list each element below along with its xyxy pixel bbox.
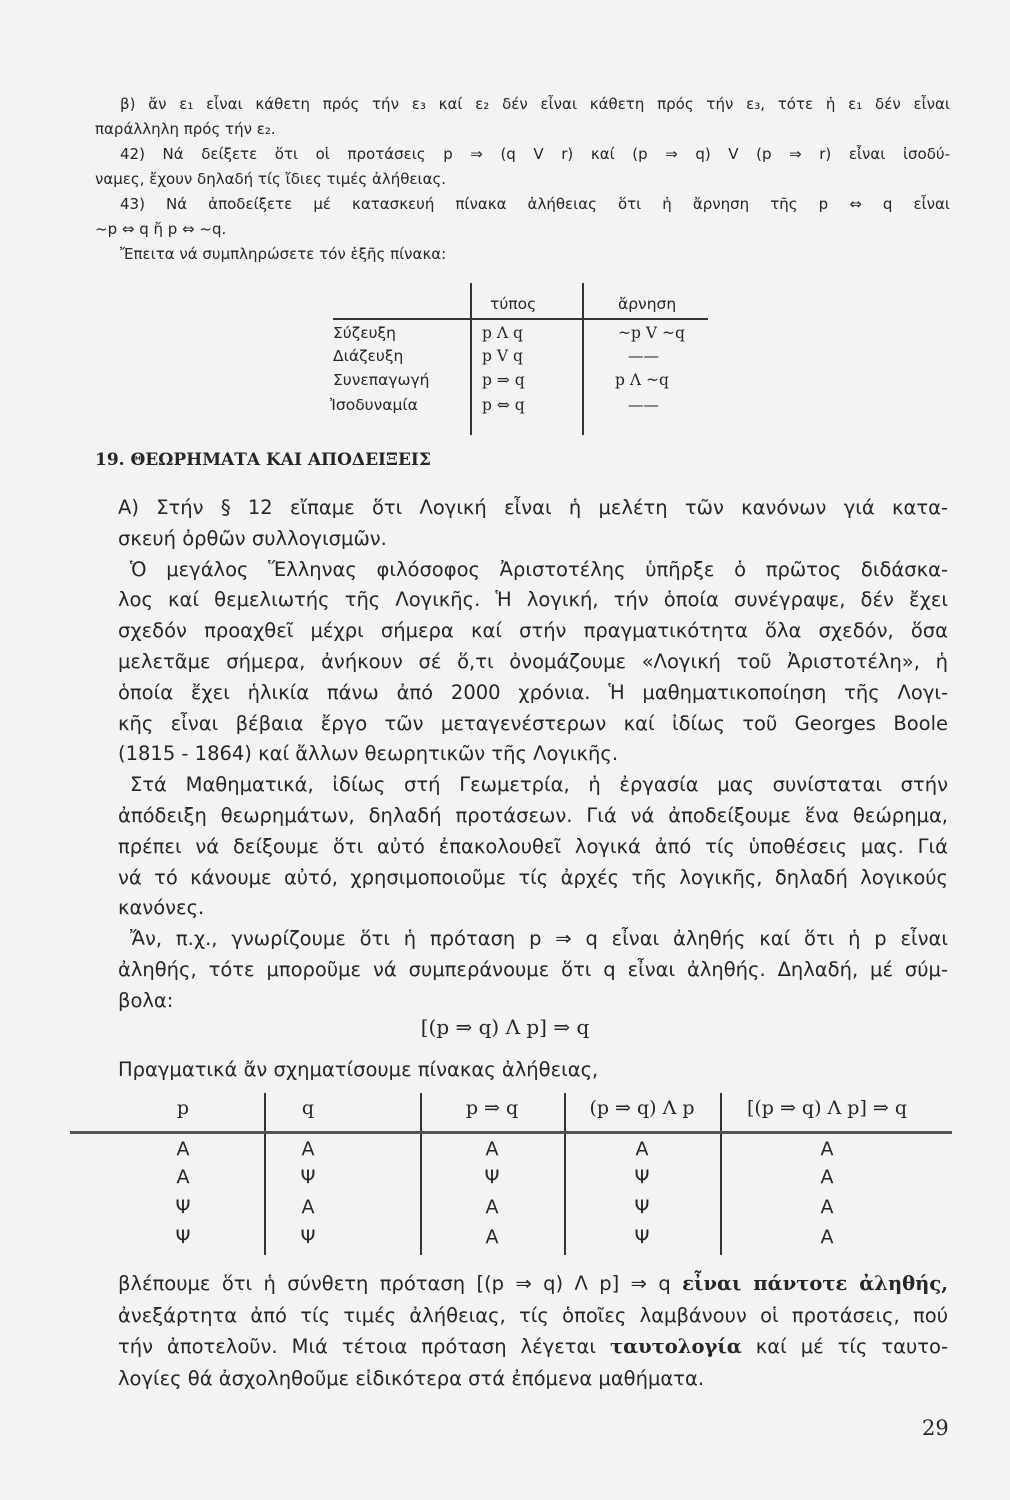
exercise-43: 43) Νά ἀποδείξετε μέ κατασκευή πίνακα ἀλήθειας ὅτι ἡ ἄρνηση τῆς p ⇔ q εἶναι — [120, 195, 950, 213]
truth-table-cell: Ψ — [175, 1226, 191, 1248]
row-negation: ~p V ~q — [618, 324, 685, 342]
truth-table-cell: Ψ — [175, 1196, 191, 1218]
row-formula: p ⇔ q — [482, 396, 525, 414]
row-negation: p Λ ~q — [615, 371, 669, 389]
row-name: Ἰσοδυναμία — [330, 396, 418, 414]
table-rule — [333, 318, 708, 320]
truth-table-cell: Α — [820, 1196, 834, 1218]
exercise-line: ναμες, ἔχουν δηλαδή τίς ἴδιες τιμές ἀλήθειας. — [95, 170, 447, 188]
truth-table-cell: Ψ — [484, 1166, 500, 1188]
exercise-42: 42) Νά δείξετε ὅτι οἱ προτάσεις p ⇒ (q V r) καί (p ⇒ q) V (p ⇒ r) εἶναι ἰσοδύ- — [120, 145, 950, 163]
row-formula: p V q — [482, 347, 523, 365]
truth-table-cell: Α — [485, 1226, 499, 1248]
table-divider — [720, 1093, 722, 1255]
exercise-line: β) ἄν ε₁ εἶναι κάθετη πρός τήν ε₃ καί ε₂ δέν εἶναι κάθετη πρός τήν ε₃, τότε ἡ ε₁ δέν εἶναι — [120, 95, 950, 113]
table-divider — [564, 1093, 566, 1255]
table-divider — [420, 1093, 422, 1255]
truth-table-header: q — [301, 1097, 315, 1119]
body-line: Ἄν, π.χ., γνωρίζουμε ὅτι ἡ πρόταση p ⇒ q εἶναι ἀληθής καί ὅτι ἡ p εἶναι — [130, 927, 948, 951]
body-line: σκευή ὀρθῶν συλλογισμῶν. — [118, 526, 387, 550]
truth-table-cell: Ψ — [300, 1166, 316, 1188]
section-heading: 19. ΘΕΩΡΗΜΑΤΑ ΚΑΙ ΑΠΟΔΕΙΞΕΙΣ — [95, 450, 431, 470]
body-line: λος καί θεμελιωτής τῆς Λογικῆς. Ἡ λογική, τήν ὁποία συνέγραψε, δέν ἔχει — [118, 588, 948, 612]
body-line: ὁποία ἔχει ἡλικία πάνω ἀπό 2000 χρόνια. Ἡ μαθηματικοποίηση τῆς Λογι- — [118, 680, 948, 704]
body-line: (1815 - 1864) καί ἄλλων θεωρητικῶν τῆς Λογικῆς. — [118, 742, 619, 766]
row-negation: —— — [628, 347, 659, 365]
conclusion-line: ἀνεξάρτητα ἀπό τίς τιμές ἀλήθειας, τίς ὁποῖες λαμβάνουν οἱ προτάσεις, πού — [118, 1303, 948, 1327]
row-formula: p Λ q — [482, 324, 523, 342]
header-negation: ἄρνηση — [618, 295, 677, 313]
body-line: βολα: — [118, 988, 174, 1012]
text: βλέπουμε ὅτι ἡ σύνθετη πρόταση [(p ⇒ q) Λ p] ⇒ q — [118, 1272, 683, 1295]
table-rule — [70, 1131, 952, 1134]
truth-table-cell: Α — [820, 1166, 834, 1188]
truth-table-cell: Ψ — [300, 1226, 316, 1248]
truth-table-cell: Α — [301, 1196, 315, 1218]
truth-table-cell: Α — [176, 1166, 190, 1188]
truth-table-header: (p ⇒ q) Λ p — [589, 1097, 695, 1119]
body-line: κανόνες. — [118, 896, 205, 920]
row-name: Συνεπαγωγή — [333, 371, 430, 389]
table-divider — [264, 1093, 266, 1255]
truth-table-cell: Ψ — [634, 1226, 650, 1248]
truth-table-intro: Πραγματικά ἄν σχηματίσουμε πίνακας ἀλήθειας, — [118, 1058, 599, 1081]
row-name: Σύζευξη — [333, 324, 397, 342]
truth-table-cell: Α — [635, 1138, 649, 1160]
conclusion-line — [118, 1268, 948, 1300]
body-line: κῆς εἶναι βέβαια ἔργο τῶν μεταγενέστερων καί ἰδίως τοῦ Georges Boole — [118, 711, 948, 735]
body-line: Α) Στήν § 12 εἴπαμε ὅτι Λογική εἶναι ἡ μελέτη τῶν κανόνων γιά κατα- — [118, 496, 948, 519]
truth-table-cell: Ψ — [634, 1166, 650, 1188]
exercise-line: Ἔπειτα νά συμπληρώσετε τόν ἑξῆς πίνακα: — [120, 245, 447, 263]
truth-table-cell: Α — [820, 1138, 834, 1160]
text: τήν ἀποτελοῦν. Μιά τέτοια πρόταση λέγεται — [118, 1335, 610, 1358]
truth-table-header: p ⇒ q — [465, 1097, 519, 1119]
exercises-block — [95, 92, 950, 267]
emphasis: εἶναι πάντοτε ἀληθής, — [682, 1272, 949, 1295]
exercise-line: παράλληλη πρός τήν ε₂. — [95, 120, 276, 138]
conclusion — [118, 1268, 948, 1394]
conclusion-line: λογίες θά ἀσχοληθοῦμε εἰδικότερα στά ἐπόμενα μαθήματα. — [118, 1366, 705, 1390]
conclusion-line — [118, 1331, 948, 1363]
body-line: ἀπόδειξη θεωρημάτων, δηλαδή προτάσεων. Γιά νά ἀποδείξουμε ἕνα θεώρημα, — [118, 803, 948, 827]
exercise-line: ~p ⇔ q ἤ p ⇔ ~q. — [95, 220, 227, 238]
term-tautology: ταυτολογία — [609, 1335, 742, 1358]
body-line: ἀληθής, τότε μποροῦμε νά συμπεράνουμε ὅτι q εἶναι ἀληθής. Δηλαδή, μέ σύμ- — [118, 957, 948, 981]
body-line: νά τό κάνουμε αὐτό, χρησιμοποιοῦμε τίς ἀρχές τῆς λογικῆς, δηλαδή λογικούς — [118, 865, 948, 889]
body-line: μελετᾶμε σήμερα, ἀνήκουν σέ ὅ,τι ὀνομάζουμε «Λογική τοῦ Ἀριστοτέλη», ἡ — [118, 649, 948, 673]
table-divider — [582, 283, 584, 435]
truth-table-cell: Α — [485, 1196, 499, 1218]
row-negation: —— — [628, 396, 659, 414]
truth-table-cell: Α — [485, 1138, 499, 1160]
truth-table-header: [(p ⇒ q) Λ p] ⇒ q — [746, 1097, 908, 1119]
text: καί μέ τίς ταυτο- — [741, 1335, 948, 1358]
truth-table-cell: Ψ — [634, 1196, 650, 1218]
header-formula: τύπος — [490, 295, 537, 313]
truth-table-cell: Α — [301, 1138, 315, 1160]
row-name: Διάζευξη — [333, 347, 404, 365]
body-line: πρέπει νά δείξουμε ὅτι αὐτό ἐπακολουθεῖ λογικά ἀπό τίς ὑποθέσεις μας. Γιά — [118, 834, 948, 858]
row-formula: p ⇒ q — [482, 371, 525, 389]
truth-table-header: p — [176, 1097, 190, 1119]
body-text — [118, 493, 948, 1017]
formula: [(p ⇒ q) Λ p] ⇒ q — [420, 1015, 590, 1039]
body-line: Στά Μαθηματικά, ἰδίως στή Γεωμετρία, ἡ ἐργασία μας συνίσταται στήν — [130, 773, 948, 797]
body-line: σχεδόν προαχθεῖ μέχρι σήμερα καί στήν πραγματικότητα ὅλα σχεδόν, ὅσα — [118, 619, 948, 643]
page-number: 29 — [922, 1416, 949, 1440]
table-divider — [470, 283, 472, 435]
body-line: Ὁ μεγάλος Ἕλληνας φιλόσοφος Ἀριστοτέλης ὑπῆρξε ὁ πρῶτος διδάσκα- — [130, 557, 948, 581]
truth-table-cell: Α — [176, 1138, 190, 1160]
truth-table-cell: Α — [820, 1226, 834, 1248]
